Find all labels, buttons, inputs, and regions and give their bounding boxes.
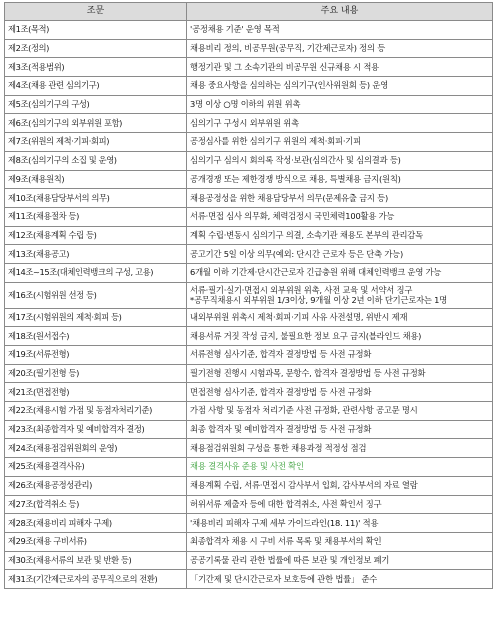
- content-cell: 최종합격자 채용 시 구비 서류 목록 및 채용부서의 확인: [187, 532, 493, 551]
- table-row: [5, 114, 493, 133]
- table-row: [5, 207, 493, 226]
- table-row: [5, 551, 493, 570]
- article-cell: 제11조(채용절차 등): [5, 207, 187, 226]
- article-cell: 제28조(채용비리 피해자 구제): [5, 514, 187, 533]
- table-row: [5, 282, 493, 308]
- article-cell: 제22조(채용시험 가점 및 동점자처리기준): [5, 402, 187, 421]
- content-cell: 최종 합격자 및 예비합격자 결정방법 등 사전 규정화: [187, 420, 493, 439]
- article-cell: 제21조(면접전형): [5, 383, 187, 402]
- article-cell: 제13조(채용공고): [5, 245, 187, 264]
- table-row: [5, 77, 493, 96]
- article-cell: 제3조(적용범위): [5, 58, 187, 77]
- article-cell: 제14조~15조(대체인력뱅크의 구성, 고용): [5, 263, 187, 282]
- table-row: [5, 495, 493, 514]
- article-cell: 제31조(기간제근로자의 공무직으로의 전환): [5, 570, 187, 589]
- article-cell: 제16조(시험위원 선정 등): [5, 282, 187, 308]
- document-body: [4, 2, 492, 589]
- content-cell: 채용점검위원회 구성을 통한 채용과정 적정성 점검: [187, 439, 493, 458]
- article-cell: 제18조(원서접수): [5, 327, 187, 346]
- table-row: [5, 420, 493, 439]
- table-row: [5, 226, 493, 245]
- article-cell: 제12조(채용계획 수립 등): [5, 226, 187, 245]
- content-cell: 채용계획 수립, 서류·면접시 감사부서 입회, 감사부서의 자료 열람: [187, 476, 493, 495]
- content-cell: 공고기간 5일 이상 의무(예외: 단시간 근로자 등은 단축 가능): [187, 245, 493, 264]
- content-cell: 행정기관 및 그 소속기관의 비공무원 신규채용 시 적용: [187, 58, 493, 77]
- header-article: 조문: [5, 3, 187, 21]
- table-row: [5, 263, 493, 282]
- table-row: [5, 346, 493, 365]
- article-cell: 제25조(채용결격사유): [5, 458, 187, 477]
- table-row: [5, 570, 493, 589]
- content-cell: '채용비리 피해자 구제 세부 가이드라인(18. 11)' 적용: [187, 514, 493, 533]
- article-cell: 제9조(채용원칙): [5, 170, 187, 189]
- content-cell: 3명 이상 ○명 이하의 위원 위촉: [187, 95, 493, 114]
- table-row: [5, 514, 493, 533]
- content-cell: 서류·필기·실기·면접시 외부위원 위촉, 사전 교육 및 서약서 징구 *공무직채용시 외부위원 1/3이상, 9개월 이상 2년 이하 단기근로자는 1명: [187, 282, 493, 308]
- header-content: 주요 내용: [187, 3, 493, 21]
- table-row: [5, 476, 493, 495]
- table-row: [5, 39, 493, 58]
- article-cell: 제10조(채용담당부서의 의무): [5, 189, 187, 208]
- article-cell: 제4조(채용 관련 심의기구): [5, 77, 187, 96]
- table-row: [5, 532, 493, 551]
- table-row: [5, 439, 493, 458]
- content-cell: 계획 수립·변동시 심의기구 의결, 소속기관 채용도 본부의 관리감독: [187, 226, 493, 245]
- table-body: [5, 21, 493, 589]
- article-cell: 제17조(시험위원의 제척·회피 등): [5, 308, 187, 327]
- content-cell: 6개월 이하 기간제·단시간근로자 긴급충원 위해 대체인력뱅크 운영 가능: [187, 263, 493, 282]
- article-cell: 제6조(심의기구의 외부위원 포함): [5, 114, 187, 133]
- table-header-row: [5, 3, 493, 21]
- table-row: [5, 327, 493, 346]
- table-row: [5, 189, 493, 208]
- content-cell: 채용공정성을 위한 채용담당부서 의무(문제유출 금지 등): [187, 189, 493, 208]
- table-row: [5, 402, 493, 421]
- content-cell: 심의기구 구성시 외부위원 위촉: [187, 114, 493, 133]
- content-cell: 서류전형 심사기준, 합격자 결정방법 등 사전 규정화: [187, 346, 493, 365]
- content-cell: 내외부위원 위촉시 제척·회피·기피 사유 사전설명, 위반시 제재: [187, 308, 493, 327]
- content-cell: 채용 중요사항을 심의하는 심의기구(인사위원회 등) 운영: [187, 77, 493, 96]
- table-row: [5, 458, 493, 477]
- article-cell: 제24조(채용점검위원회의 운영): [5, 439, 187, 458]
- table-row: [5, 58, 493, 77]
- content-cell: 심의기구 심의시 회의록 작성·보관(심의간사 및 심의결과 등): [187, 151, 493, 170]
- content-cell: 공개경쟁 또는 제한경쟁 방식으로 채용, 특별채용 금지(원칙): [187, 170, 493, 189]
- article-cell: 제30조(채용서류의 보관 및 반환 등): [5, 551, 187, 570]
- table-row: [5, 364, 493, 383]
- content-cell: 면접전형 심사기준, 합격자 결정방법 등 사전 규정화: [187, 383, 493, 402]
- article-cell: 제7조(위원의 제척·기피·회피): [5, 133, 187, 152]
- table-row: [5, 95, 493, 114]
- content-cell: 채용비리 정의, 비공무원(공무직, 기간제근로자) 정의 등: [187, 39, 493, 58]
- table-row: [5, 21, 493, 40]
- content-cell: 「기간제 및 단시간근로자 보호등에 관한 법률」 준수: [187, 570, 493, 589]
- table-row: [5, 308, 493, 327]
- article-cell: 제1조(목적): [5, 21, 187, 40]
- content-cell: 공공기록물 관리 관한 법률에 따른 보관 및 개인정보 폐기: [187, 551, 493, 570]
- content-cell: '공정채용 기준' 운영 목적: [187, 21, 493, 40]
- article-cell: 제8조(심의기구의 소집 및 운영): [5, 151, 187, 170]
- content-cell: 가점 사항 및 동점자 처리기준 사전 규정화, 관련사항 공고문 명시: [187, 402, 493, 421]
- table-row: [5, 133, 493, 152]
- article-cell: 제26조(채용공정성관리): [5, 476, 187, 495]
- content-cell: 허위서류 제출자 등에 대한 합격취소, 사전 확인서 징구: [187, 495, 493, 514]
- article-cell: 제20조(필기전형 등): [5, 364, 187, 383]
- table-row: [5, 383, 493, 402]
- article-summary-table: [4, 2, 493, 589]
- article-cell: 제19조(서류전형): [5, 346, 187, 365]
- content-cell: 서류·면접 심사 의무화, 체력검정시 국민체력100활용 가능: [187, 207, 493, 226]
- content-cell: 채용서류 거짓 작성 금지, 불필요한 정보 요구 금지(블라인드 채용): [187, 327, 493, 346]
- article-cell: 제23조(최종합격자 및 예비합격자 결정): [5, 420, 187, 439]
- table-row: [5, 170, 493, 189]
- table-row: [5, 151, 493, 170]
- table-row: [5, 245, 493, 264]
- content-cell: 채용 결격사유 준용 및 사전 확인: [187, 458, 493, 477]
- article-cell: 제27조(합격취소 등): [5, 495, 187, 514]
- content-cell: 공정심사를 위한 심의기구 위원의 제척·회피·기피: [187, 133, 493, 152]
- article-cell: 제5조(심의기구의 구성): [5, 95, 187, 114]
- content-cell: 필기전형 진행시 시험과목, 문항수, 합격자 결정방법 등 사전 규정화: [187, 364, 493, 383]
- article-cell: 제29조(채용 구비서류): [5, 532, 187, 551]
- article-cell: 제2조(정의): [5, 39, 187, 58]
